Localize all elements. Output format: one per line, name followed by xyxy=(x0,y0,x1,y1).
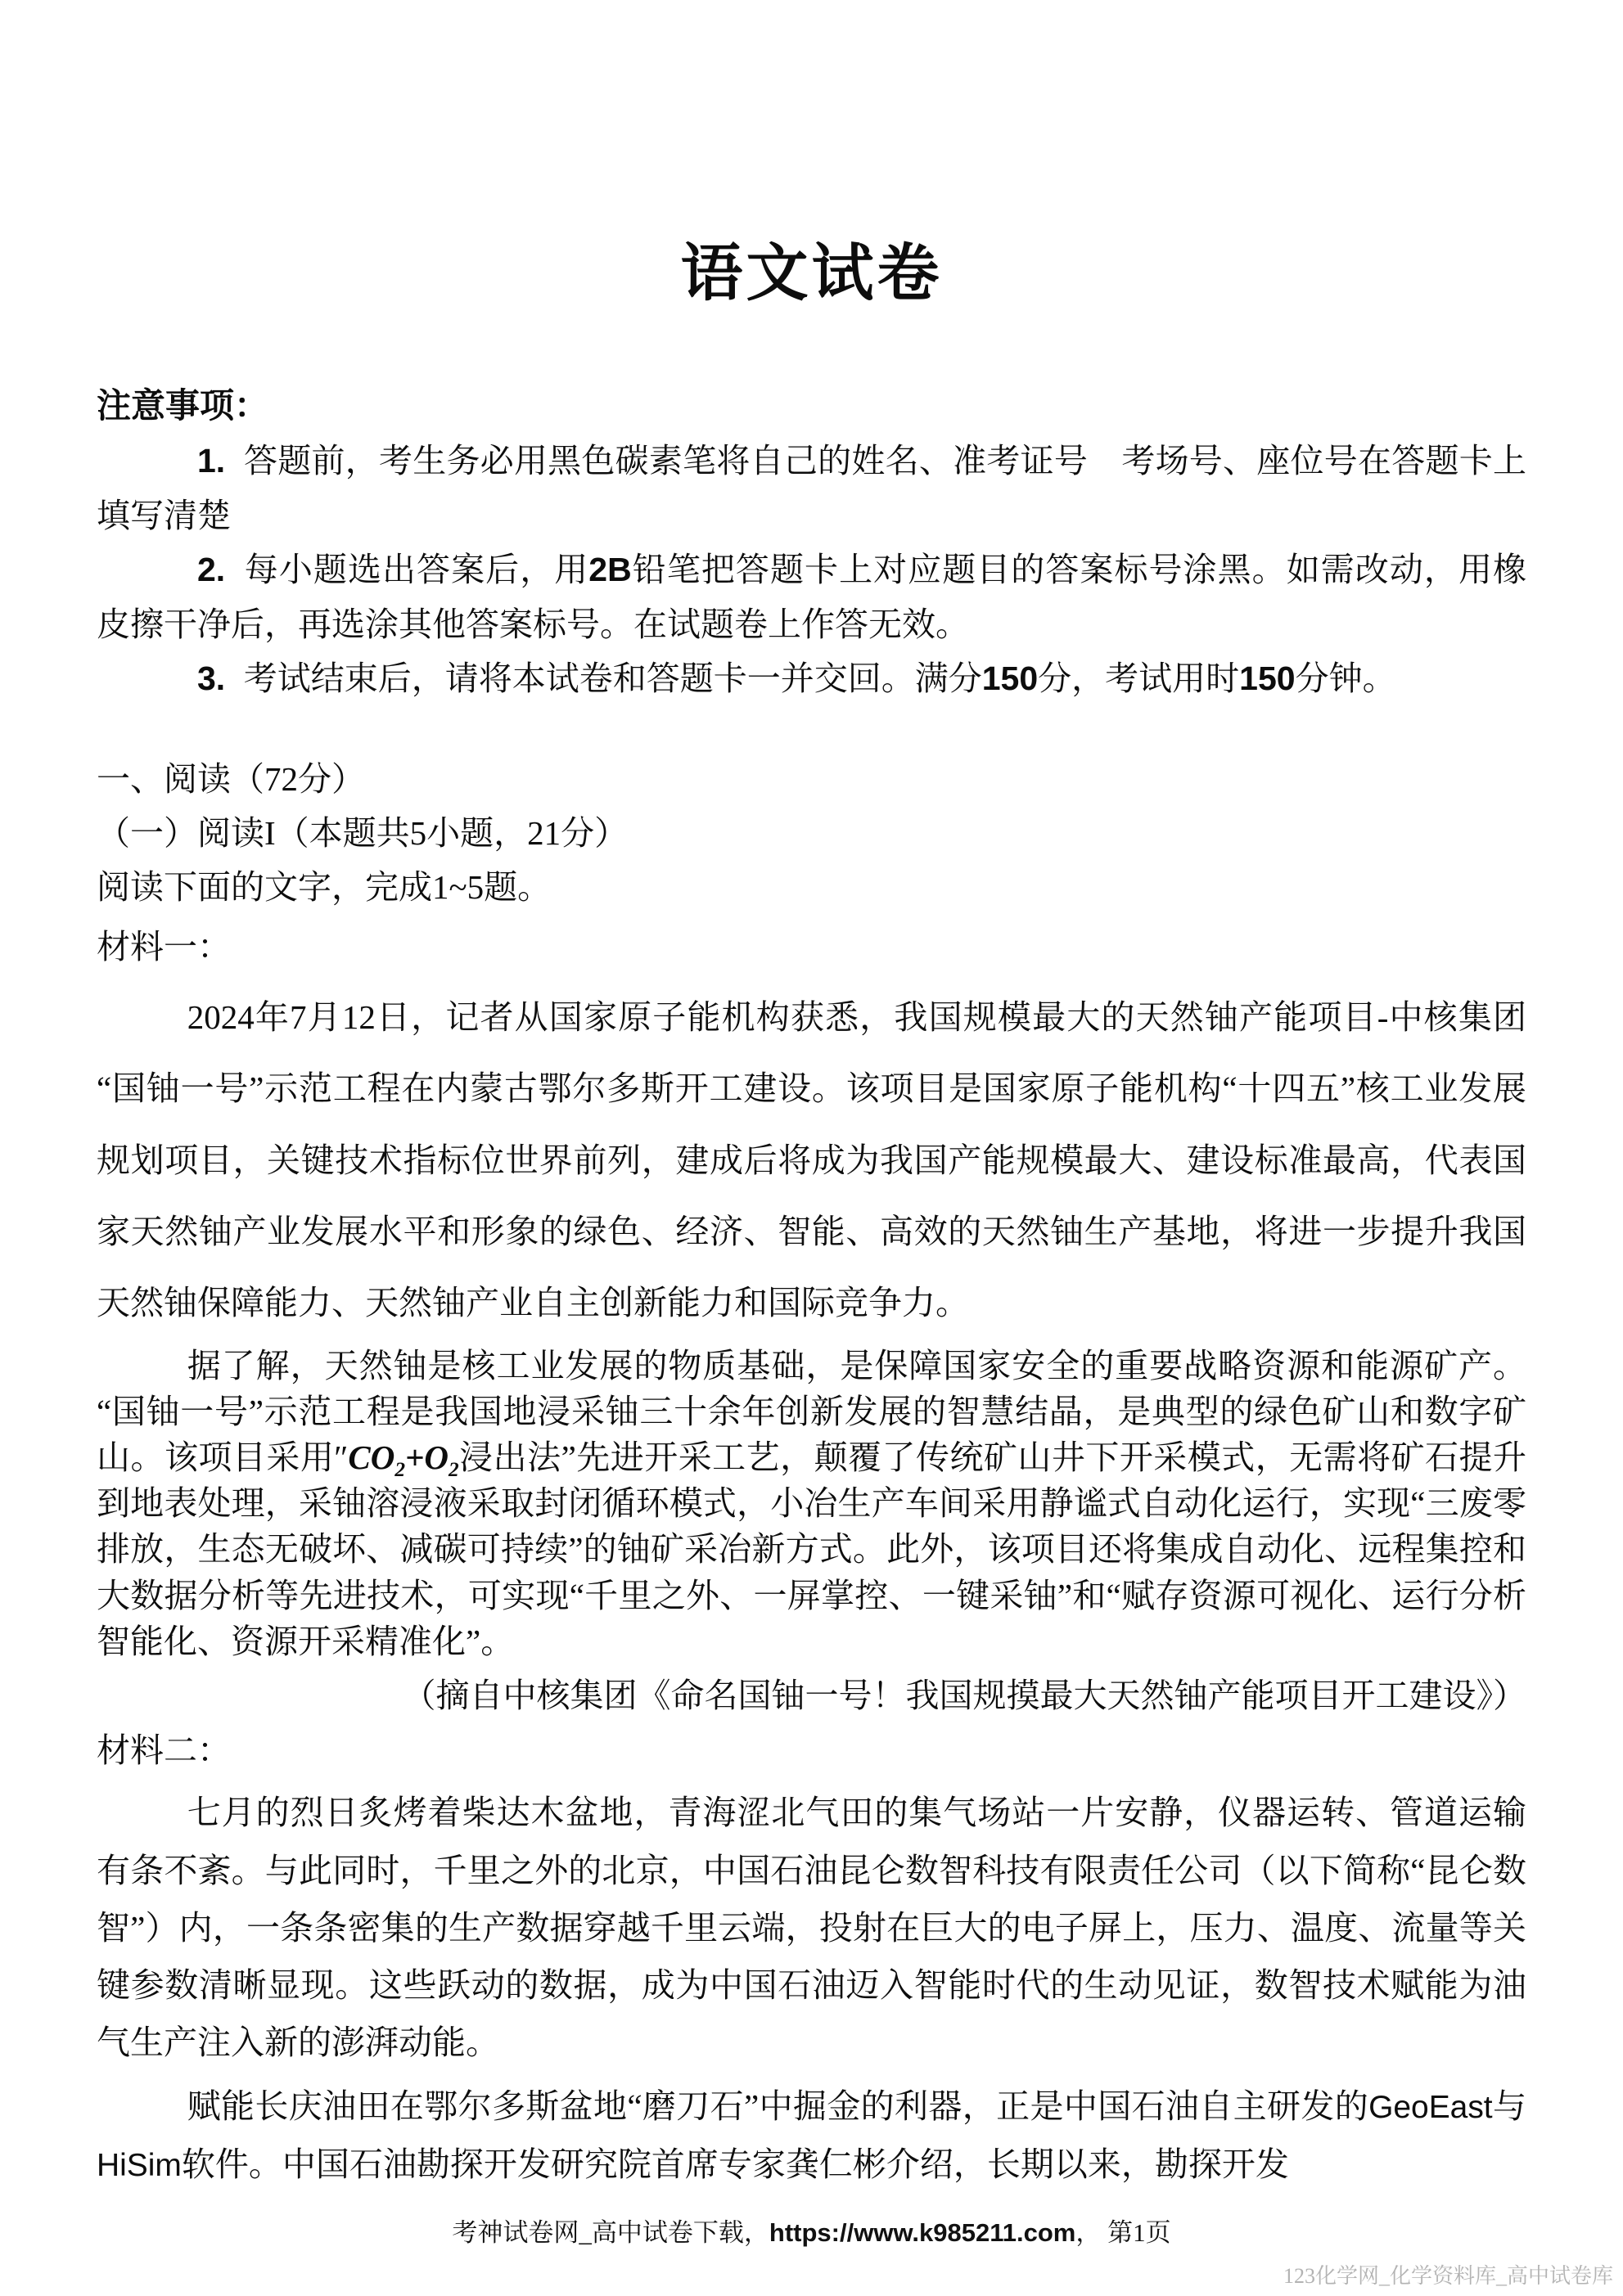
material-1-paragraph-2-pre: 据了解，天然铀是核工业发展的物质基础，是保障国家安全的重要战略资源和能源矿产。“国铀一号”示范工程是我国地浸采铀三十余年创新发展的智慧结晶，是典型的绿色矿山和数字矿山。该项目采用″ xyxy=(97,1346,1526,1477)
material-1-label: 材料一： xyxy=(97,927,231,966)
note-3-duration: 150 xyxy=(1239,660,1296,698)
material-2-paragraph-2-post: 软件。中国石油勘探开发研究院首席专家龚仁彬介绍，长期以来，勘探开发 xyxy=(181,2145,1289,2183)
note-2-text-post: 铅笔把答题卡上对应题目的答案标号涂黑。如需改动，用橡皮擦干净后，再选涂其他答案标号。在试题卷上作答无效。 xyxy=(97,551,1527,643)
note-3-text-post: 分钟。 xyxy=(1295,660,1396,698)
footer-page-number: ， 第1页 xyxy=(1075,2218,1171,2247)
material-2-label: 材料二： xyxy=(97,1731,231,1770)
watermark-text: 123化学网_化学资料库_高中试卷库 xyxy=(1283,2264,1613,2288)
note-item-3 xyxy=(97,651,1526,705)
material-1-citation: （摘自中核集团《命名国铀一号！我国规摸最大天然铀产能项目开工建设》） xyxy=(402,1676,1526,1714)
footer-site-text: 考神试卷网_高中试卷下载， xyxy=(452,2218,769,2247)
material-1-paragraph-2 xyxy=(97,1343,1526,1664)
reading-instruction: 阅读下面的文字，完成1~5题。 xyxy=(97,868,552,907)
material-2-paragraph-2 xyxy=(97,2078,1526,2193)
material-2-paragraph-1: 七月的烈日炙烤着柴达木盆地，青海涩北气田的集气场站一片安静，仪器运转、管道运输有条不紊。与此同时，千里之外的北京，中国石油昆仑数智科技有限责任公司（以下简称“昆仑数智”）内，一条条密集的生产数据穿越千里云端，投射在巨大的电子屏上，压力、温度、流量等关键参数清晰显现。这些跃动的数据，成为中国石油迈入智能时代的生动见证，数智技术赋能为油气生产注入新的澎湃动能。 xyxy=(97,1794,1526,2061)
notes-heading: 注意事项： xyxy=(97,388,269,426)
note-item-1 xyxy=(97,434,1526,542)
subsection-title: （一）阅读I（本题共5小题，21分） xyxy=(97,813,629,852)
note-2-text-pre: 每小题选出答案后，用 xyxy=(243,551,589,589)
note-3-total-score: 150 xyxy=(981,660,1039,698)
note-3-text-mid: 分，考试用时 xyxy=(1038,660,1240,698)
reading-section xyxy=(97,752,1526,2194)
note-3-text-pre: 考试结束后，请将本试卷和答题卡一并交回。满分 xyxy=(243,660,982,698)
material-1-paragraph-2-post: 浸出法”先进开采工艺，颠覆了传统矿山井下开采模式，无需将矿石提升到地表处理，采铀溶浸液采取封闭循环模式，小冶生产车间采用静谧式自动化运行，实现“三废零排放，生态无破坏、减碳可持续”的铀矿采冶新方式。此外，该项目还将集成自动化、远程集控和大数据分析等先进技术，可实现“千里之外、一屏掌控、一键采铀”和“赋存资源可视化、运行分析智能化、资源开采精准化”。 xyxy=(97,1438,1526,1660)
note-1-number: 1. xyxy=(197,442,226,480)
material-2-paragraph-2-pre: 赋能长庆油田在鄂尔多斯盆地“磨刀石”中掘金的利器，正是中国石油自主研发的 xyxy=(187,2087,1369,2125)
note-2-number: 2. xyxy=(197,551,226,589)
note-1-text: 答题前，考生务必用黑色碳素笔将自己的姓名、准考证号 考场号、座位号在答题卡上填写清楚 xyxy=(97,442,1526,534)
footer-url: https://www.k985211.com xyxy=(769,2218,1076,2247)
material-1-paragraph-1: 2024年7月12日，记者从国家原子能机构获悉，我国规模最大的天然铀产能项目-中核集团“国铀一号”示范工程在内蒙古鄂尔多斯开工建设。该项目是国家原子能机构“十四五”核工业发展规划项目，关键技术指标位世界前列，建成后将成为我国产能规模最大、建设标准最高，代表国家天然铀产业发展水平和形象的绿色、经济、智能、高效的天然铀生产基地，将进一步提升我国天然铀保障能力、天然铀产业自主创新能力和国际竞争力。 xyxy=(97,998,1526,1322)
note-item-2 xyxy=(97,542,1526,651)
note-3-number: 3. xyxy=(197,660,226,698)
part-one-title: 一、阅读（72分） xyxy=(97,759,365,798)
material-2-paragraph-2-mid: 与 xyxy=(1492,2087,1526,2125)
software-name-hisim: HiSim xyxy=(97,2147,182,2183)
page-title: 语文试卷 xyxy=(680,240,943,308)
note-2-pencil-grade: 2B xyxy=(588,551,632,589)
page-footer xyxy=(0,2212,1623,2249)
software-name-geoeast: GeoEast xyxy=(1368,2089,1493,2125)
co2-o2-leaching-formula: $CO_2+O_2$ xyxy=(348,1438,459,1482)
notes-section xyxy=(97,380,1526,705)
